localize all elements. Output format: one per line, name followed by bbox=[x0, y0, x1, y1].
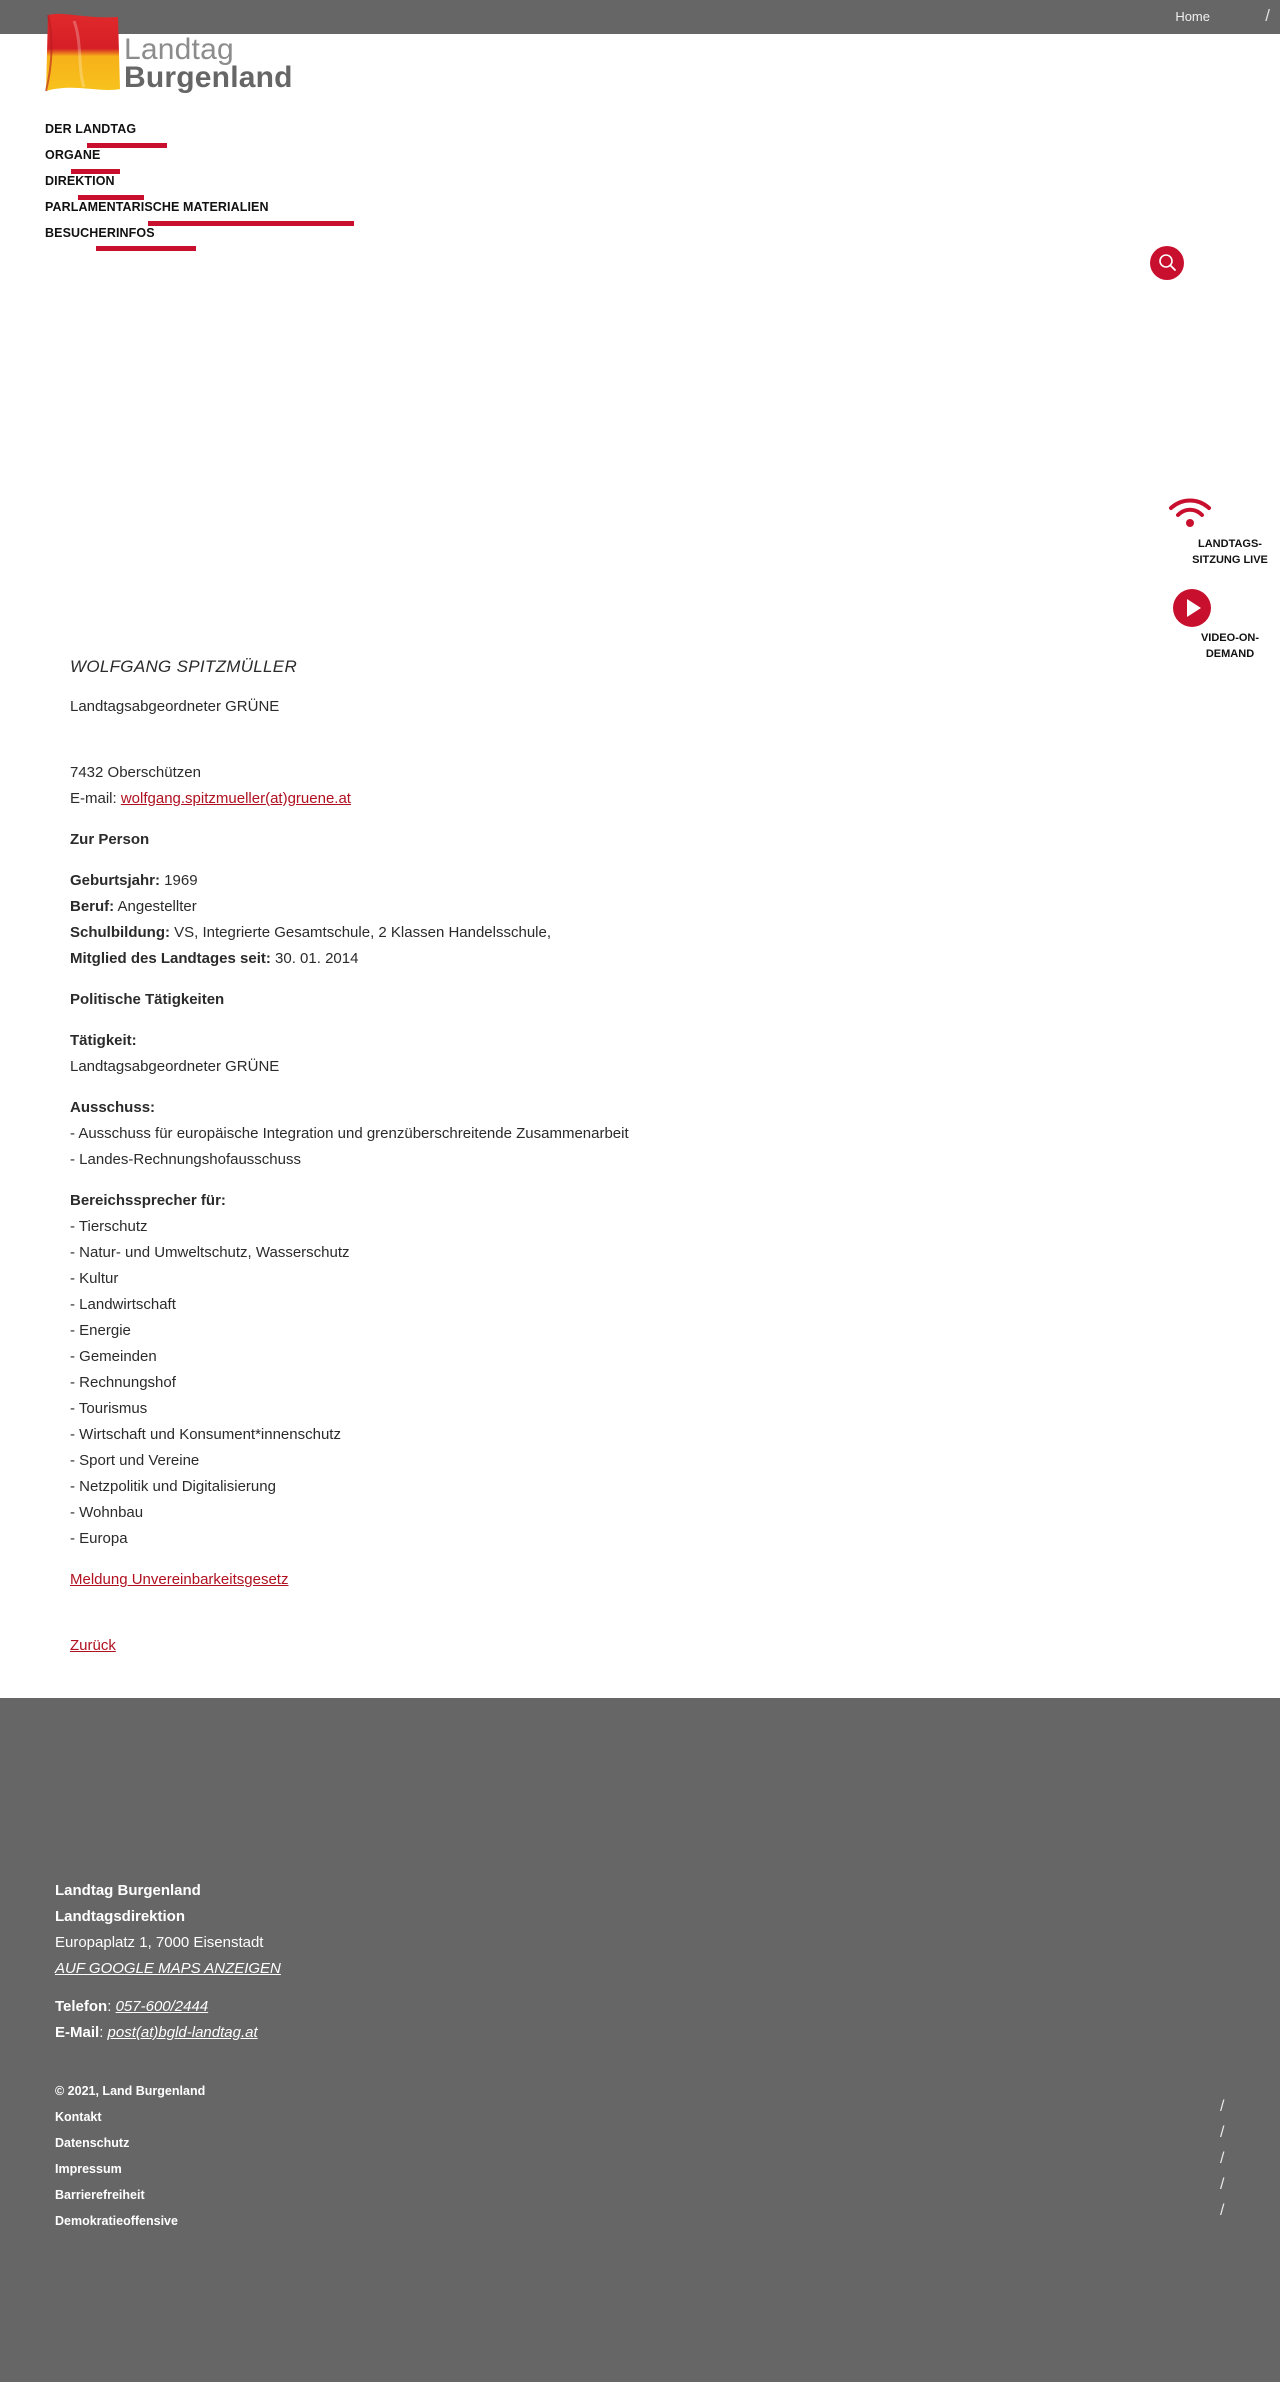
bereich-item: - Landwirtschaft bbox=[70, 1296, 176, 1313]
geburtsjahr-value: 1969 bbox=[160, 872, 198, 889]
video-on-demand-link[interactable] bbox=[1160, 588, 1280, 664]
schulbildung-line bbox=[70, 920, 870, 946]
ausschuss-item: - Landes-Rechnungshofausschuss bbox=[70, 1151, 301, 1168]
footer-email-line: E-Mail: post(at)bgld-landtag.at bbox=[55, 2024, 258, 2041]
nav-item-direktion[interactable]: DIREKTION bbox=[45, 174, 115, 188]
footer-separator: / bbox=[1220, 2150, 1225, 2167]
footer-address bbox=[55, 1878, 281, 2046]
footer bbox=[0, 1698, 1280, 2382]
person-profile bbox=[70, 654, 870, 1659]
footer-email-link[interactable]: post(at)bgld-landtag.at bbox=[107, 2024, 258, 2041]
bereich-item: - Netzpolitik und Digitalisierung bbox=[70, 1478, 276, 1495]
bereich-item: - Tourismus bbox=[70, 1400, 148, 1417]
bereich-item: - Gemeinden bbox=[70, 1348, 157, 1365]
footer-links bbox=[55, 2078, 205, 2234]
email-link[interactable]: wolfgang.spitzmueller(at)gruene.at bbox=[120, 790, 351, 807]
topbar-separator: / bbox=[1265, 6, 1270, 25]
bereichssprecher-label: Bereichssprecher für: bbox=[70, 1192, 226, 1209]
footer-link-demokratieoffensive[interactable]: Demokratieoffensive bbox=[55, 2214, 178, 2228]
nav-underline bbox=[96, 246, 196, 251]
footer-org-name: Landtag Burgenland bbox=[55, 1882, 201, 1899]
widget-label-line: DEMAND bbox=[1205, 648, 1255, 660]
widget-label bbox=[1182, 536, 1278, 568]
widget-label-line: VIDEO-ON- bbox=[1200, 632, 1260, 644]
logo-text-line2: Burgenland bbox=[124, 61, 293, 94]
meldung-unvereinbarkeitsgesetz-link[interactable]: Meldung Unvereinbarkeitsgesetz bbox=[70, 1571, 289, 1588]
search-icon bbox=[1150, 246, 1184, 280]
geburtsjahr-label: Geburtsjahr: bbox=[70, 872, 161, 889]
email-label: E-mail: bbox=[70, 790, 121, 807]
mitglied-value: 30. 01. 2014 bbox=[270, 950, 359, 967]
schulbildung-value: VS, Integrierte Gesamtschule, 2 Klassen Handelsschule, bbox=[169, 924, 552, 941]
search-button[interactable] bbox=[1150, 246, 1184, 280]
play-icon bbox=[1172, 588, 1212, 628]
bereich-item: - Tierschutz bbox=[70, 1218, 148, 1235]
bereich-item: - Energie bbox=[70, 1322, 131, 1339]
beruf-value: Angestellter bbox=[114, 898, 197, 915]
person-role: Landtagsabgeordneter GRÜNE bbox=[70, 698, 280, 715]
taetigkeit-label: Tätigkeit: bbox=[70, 1032, 137, 1049]
footer-separator: / bbox=[1220, 2098, 1225, 2115]
footer-phone-line: Telefon: 057-600/2444 bbox=[55, 1998, 209, 2015]
widget-label-line: SITZUNG LIVE bbox=[1192, 554, 1268, 566]
person-email-line bbox=[70, 786, 870, 812]
site-logo[interactable] bbox=[44, 11, 293, 99]
nav-item-organe[interactable]: ORGANE bbox=[45, 148, 101, 162]
footer-link-impressum[interactable]: Impressum bbox=[55, 2162, 122, 2176]
bereich-item: - Natur- und Umweltschutz, Wasserschutz bbox=[70, 1244, 350, 1261]
widget-label bbox=[1182, 630, 1278, 662]
bereich-item: - Sport und Vereine bbox=[70, 1452, 200, 1469]
footer-link-datenschutz[interactable]: Datenschutz bbox=[55, 2136, 130, 2150]
wifi-icon bbox=[1168, 496, 1212, 530]
burgenland-flag-icon bbox=[44, 11, 122, 93]
logo-text-line1: Landtag bbox=[124, 33, 234, 66]
footer-org-department: Landtagsdirektion bbox=[55, 1908, 186, 1925]
footer-separator: / bbox=[1220, 2176, 1225, 2193]
mitglied-label: Mitglied des Landtages seit: bbox=[70, 950, 271, 967]
person-name: WOLFGANG SPITZMÜLLER bbox=[70, 657, 298, 676]
bereich-item: - Wohnbau bbox=[70, 1504, 144, 1521]
bereich-item: - Kultur bbox=[70, 1270, 119, 1287]
footer-link-barrierefreiheit[interactable]: Barrierefreiheit bbox=[55, 2188, 145, 2202]
beruf-line bbox=[70, 894, 870, 920]
schulbildung-label: Schulbildung: bbox=[70, 924, 170, 941]
nav-item-parlamentarische-materialien[interactable]: PARLAMENTARISCHE MATERIALIEN bbox=[45, 200, 269, 214]
nav-underline bbox=[148, 221, 354, 226]
bereich-item: - Europa bbox=[70, 1530, 128, 1547]
person-address: 7432 Oberschützen bbox=[70, 764, 201, 781]
footer-separator: / bbox=[1220, 2124, 1225, 2141]
geburtsjahr-line bbox=[70, 868, 870, 894]
section-heading-politische-taetigkeiten: Politische Tätigkeiten bbox=[70, 991, 225, 1008]
bereich-item: - Rechnungshof bbox=[70, 1374, 176, 1391]
footer-separator: / bbox=[1220, 2202, 1225, 2219]
footer-street-address: Europaplatz 1, 7000 Eisenstadt bbox=[55, 1934, 264, 1951]
nav-item-besucherinfos[interactable]: BESUCHERINFOS bbox=[45, 226, 155, 240]
section-heading-zur-person: Zur Person bbox=[70, 831, 150, 848]
copyright: © 2021, Land Burgenland bbox=[55, 2084, 206, 2098]
ausschuss-item: - Ausschuss für europäische Integration und grenzüberschreitende Zusammenarbeit bbox=[70, 1125, 629, 1142]
phone-link[interactable]: 057-600/2444 bbox=[115, 1998, 209, 2015]
widget-label-line: LANDTAGS- bbox=[1198, 538, 1262, 550]
taetigkeit-value: Landtagsabgeordneter GRÜNE bbox=[70, 1058, 280, 1075]
home-link[interactable]: Home bbox=[1175, 9, 1210, 24]
mitglied-line bbox=[70, 946, 870, 972]
footer-email-label: E-Mail bbox=[55, 2024, 100, 2041]
beruf-label: Beruf: bbox=[70, 898, 115, 915]
footer-link-kontakt[interactable]: Kontakt bbox=[55, 2110, 102, 2124]
landtagssitzung-live-link[interactable] bbox=[1160, 496, 1280, 570]
phone-label: Telefon bbox=[55, 1998, 108, 2015]
ausschuss-label: Ausschuss: bbox=[70, 1099, 156, 1116]
footer-separators bbox=[1220, 2094, 1224, 2224]
google-maps-link[interactable]: AUF GOOGLE MAPS ANZEIGEN bbox=[55, 1960, 281, 1977]
back-link[interactable]: Zurück bbox=[70, 1637, 116, 1654]
nav-item-der-landtag[interactable]: DER LANDTAG bbox=[45, 122, 137, 136]
bereich-item: - Wirtschaft und Konsument*innenschutz bbox=[70, 1426, 341, 1443]
